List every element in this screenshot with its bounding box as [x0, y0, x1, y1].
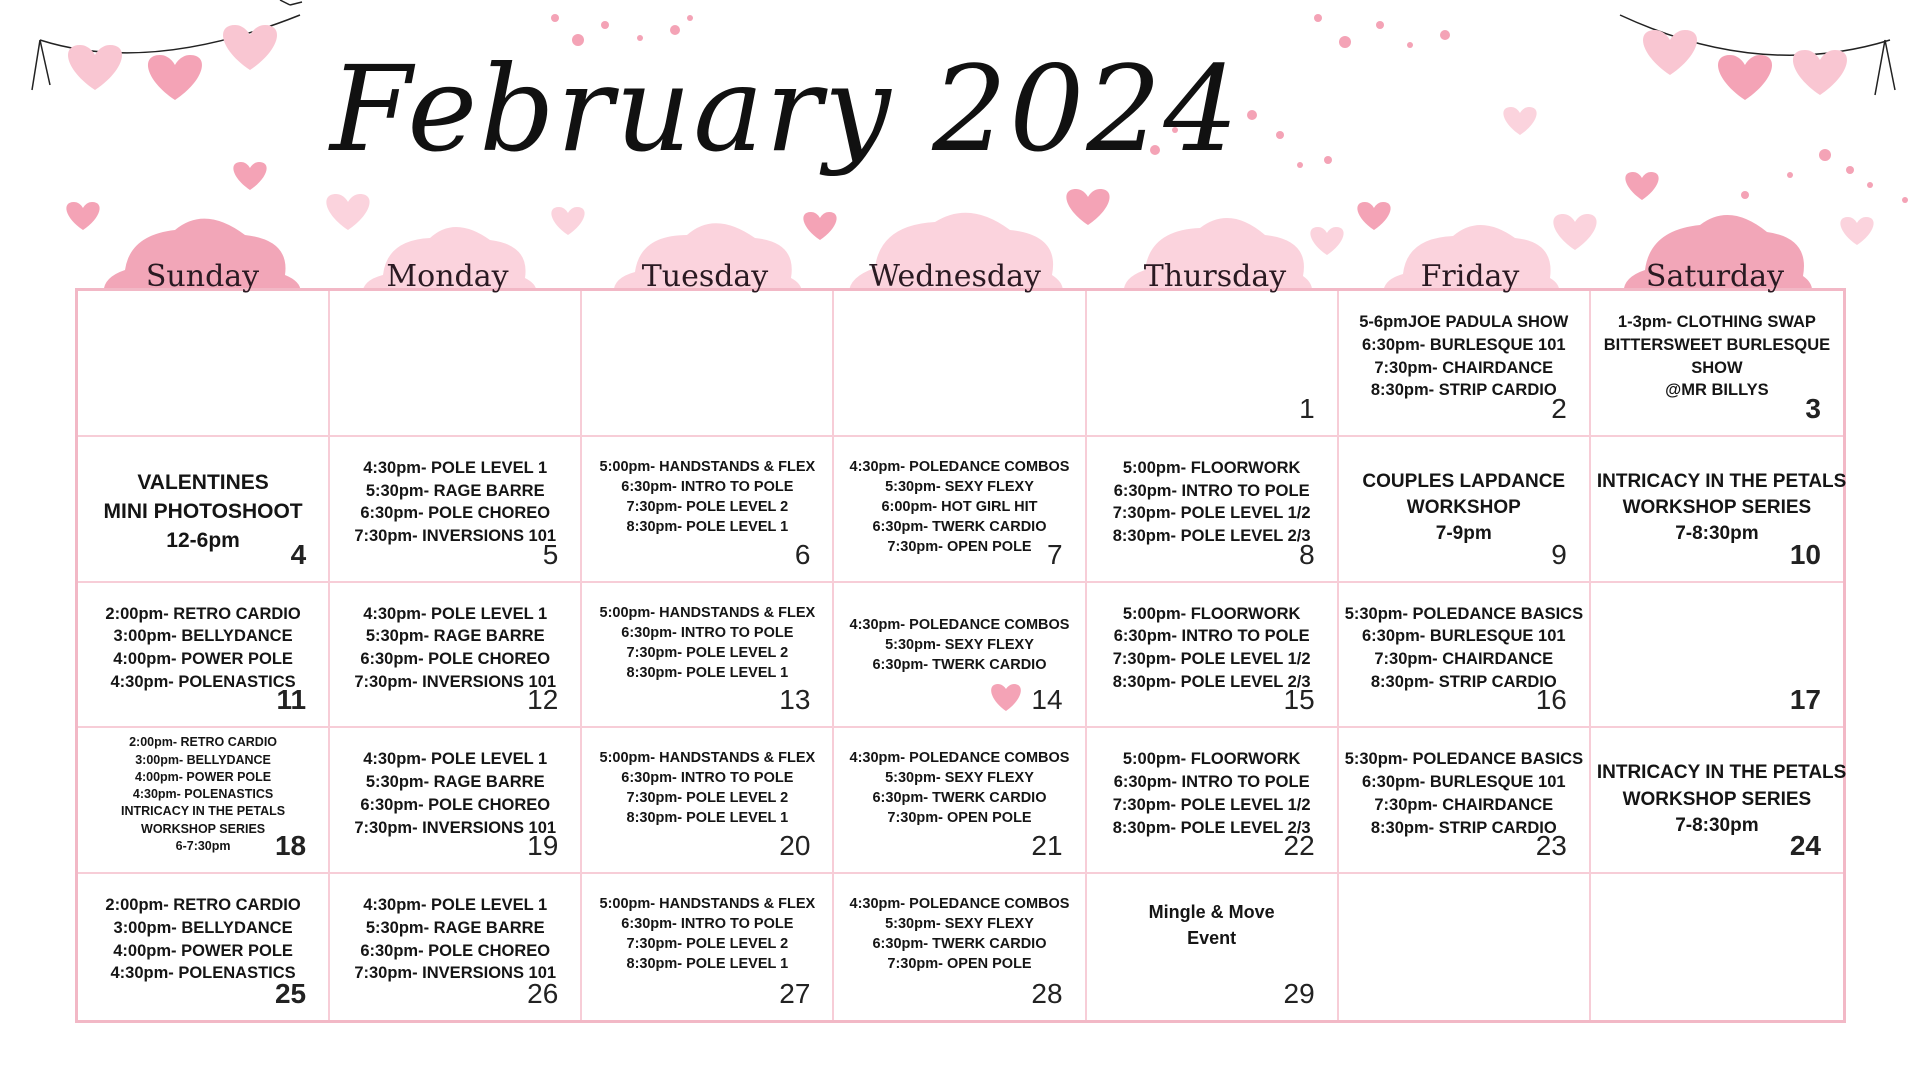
event-line: Mingle & Move [1148, 902, 1275, 923]
event-line: 5:00pm- HANDSTANDS & FLEX [599, 604, 816, 621]
event-list [84, 469, 322, 556]
day-cell [330, 728, 582, 874]
heart-icon [989, 682, 1023, 712]
event-line: 5:00pm- HANDSTANDS & FLEX [599, 750, 816, 767]
event-line: 5:30pm- SEXY FLEXY [885, 770, 1034, 787]
event-line: 8:30pm- POLE LEVEL 1 [626, 956, 789, 973]
day-number: 5 [542, 538, 559, 570]
event-line: 8:30pm- POLE LEVEL 2/3 [1112, 818, 1311, 837]
event-line: @MR BILLYS [1665, 381, 1769, 400]
event-line: 5:00pm- FLOORWORK [1122, 750, 1301, 769]
day-cell [834, 583, 1086, 729]
event-line: 1-3pm- CLOTHING SWAP [1617, 313, 1816, 331]
event-list [588, 457, 826, 537]
event-line: INTRICACY IN THE PETALS [1596, 762, 1847, 784]
day-number: 7 [1046, 538, 1063, 570]
day-number: 9 [1551, 538, 1567, 570]
event-line: 4:00pm- POWER POLE [113, 650, 293, 669]
day-cell [330, 437, 582, 583]
event-list [1093, 899, 1331, 951]
event-line: 8:30pm- STRIP CARDIO [1370, 672, 1557, 691]
event-line: 7:30pm- INVERSIONS 101 [354, 964, 557, 983]
event-line: 4:30pm- POLEDANCE COMBOS [849, 458, 1070, 475]
event-line: 4:30pm- POLE LEVEL 1 [363, 896, 548, 915]
event-line: 8:30pm- POLE LEVEL 2/3 [1112, 672, 1311, 691]
event-list [1093, 457, 1331, 548]
day-number: 14 [1031, 684, 1063, 716]
day-number: 20 [779, 830, 811, 862]
day-name: Saturday [1645, 258, 1785, 294]
event-line: 12-6pm [166, 528, 240, 552]
day-name: Sunday [145, 258, 260, 294]
day-number: 28 [1031, 978, 1063, 1009]
event-line: 5:30pm- RAGE BARRE [365, 481, 545, 500]
day-cell [834, 437, 1086, 583]
event-list [336, 894, 574, 985]
event-list [840, 894, 1078, 974]
event-line: 7-9pm [1435, 523, 1492, 545]
event-line: 5:00pm- HANDSTANDS & FLEX [599, 896, 816, 913]
event-line: 6:30pm- INTRO TO POLE [621, 478, 794, 495]
event-line: 4:30pm- POLENASTICS [132, 787, 274, 802]
day-cell [78, 728, 330, 874]
event-line: 5:30pm- RAGE BARRE [365, 627, 545, 646]
day-cell [330, 583, 582, 729]
event-list [336, 457, 574, 548]
event-list [1596, 760, 1847, 839]
event-line: 7:30pm- POLE LEVEL 1/2 [1112, 504, 1311, 523]
event-list [336, 603, 574, 694]
event-line: 5:00pm- FLOORWORK [1122, 458, 1301, 477]
event-line: SHOW [1691, 358, 1743, 377]
event-line: 7:30pm- INVERSIONS 101 [354, 672, 557, 691]
event-line: 2:00pm- RETRO CARDIO [105, 604, 301, 623]
event-line: 7-8:30pm [1675, 814, 1759, 836]
day-cell [1339, 291, 1591, 437]
event-line: 4:30pm- POLEDANCE COMBOS [849, 750, 1070, 767]
event-line: 6:30pm- INTRO TO POLE [1113, 481, 1310, 500]
day-number: 23 [1535, 830, 1567, 862]
event-list [588, 748, 826, 828]
calendar-grid [75, 288, 1846, 1023]
event-line: 6:30pm- POLE CHOREO [360, 504, 551, 523]
day-cell [1087, 874, 1339, 1020]
day-number: 11 [276, 684, 307, 716]
event-line: 7:30pm- OPEN POLE [887, 810, 1032, 827]
event-list [588, 894, 826, 974]
event-line: BITTERSWEET BURLESQUE [1603, 335, 1831, 354]
event-line: WORKSHOP [1406, 497, 1521, 519]
event-line: 3:00pm- BELLYDANCE [135, 752, 271, 767]
event-line: 2:00pm- RETRO CARDIO [105, 896, 301, 915]
page-title: February 2024 [330, 40, 1241, 178]
day-name: Friday [1420, 258, 1520, 294]
event-line: 4:30pm- POLENASTICS [110, 964, 296, 983]
day-cell [330, 874, 582, 1020]
event-line: 8:30pm- STRIP CARDIO [1370, 818, 1557, 837]
event-line: 5:30pm- SEXY FLEXY [885, 478, 1034, 495]
event-line: 3:00pm- BELLYDANCE [113, 918, 293, 937]
event-line: WORKSHOP SERIES [1622, 497, 1812, 519]
event-list [1345, 311, 1583, 402]
day-cell [78, 583, 330, 729]
day-number: 21 [1031, 830, 1063, 862]
event-line: 6:30pm- TWERK CARDIO [872, 936, 1047, 953]
event-line: 7:30pm- POLE LEVEL 2 [626, 644, 789, 661]
day-number: 8 [1299, 538, 1315, 570]
event-line: 7-8:30pm [1675, 523, 1759, 545]
day-number: 15 [1283, 684, 1315, 716]
day-cell [330, 291, 582, 437]
event-line: Event [1187, 928, 1237, 949]
event-line: 6:30pm- INTRO TO POLE [621, 916, 794, 933]
day-number: 13 [779, 684, 811, 716]
day-cell [834, 728, 1086, 874]
day-number: 19 [527, 830, 559, 862]
event-line: 5:30pm- RAGE BARRE [365, 918, 545, 937]
event-line: 4:30pm- POLE LEVEL 1 [363, 458, 548, 477]
day-number: 6 [794, 538, 811, 570]
event-line: 5:30pm- POLEDANCE BASICS [1344, 604, 1584, 623]
day-number: 17 [1789, 684, 1821, 716]
day-cell [1339, 583, 1591, 729]
event-line: 6:00pm- HOT GIRL HIT [881, 498, 1038, 515]
event-line: 5:00pm- HANDSTANDS & FLEX [599, 458, 816, 475]
event-line: 7:30pm- INVERSIONS 101 [354, 527, 557, 546]
day-number: 22 [1283, 830, 1315, 862]
event-line: 8:30pm- STRIP CARDIO [1370, 381, 1557, 400]
day-cell [1087, 728, 1339, 874]
day-cell [78, 437, 330, 583]
event-list [1596, 469, 1847, 548]
event-line: 7:30pm- POLE LEVEL 2 [626, 936, 789, 953]
day-cell [1591, 583, 1843, 729]
day-number: 10 [1789, 538, 1821, 570]
day-name: Thursday [1143, 258, 1287, 294]
day-name: Tuesday [641, 258, 769, 294]
event-line: 7:30pm- POLE LEVEL 2 [626, 498, 789, 515]
day-number: 16 [1535, 684, 1567, 716]
event-line: COUPLES LAPDANCE [1362, 470, 1566, 492]
event-line: 4:30pm- POLE LEVEL 1 [363, 750, 548, 769]
day-cell [834, 874, 1086, 1020]
event-line: 7:30pm- OPEN POLE [887, 956, 1032, 973]
event-line: 6:30pm- INTRO TO POLE [621, 624, 794, 641]
day-cell [1591, 437, 1847, 583]
event-line: 7:30pm- INVERSIONS 101 [354, 818, 557, 837]
event-line: INTRICACY IN THE PETALS [1596, 470, 1847, 492]
event-line: 5:30pm- SEXY FLEXY [885, 916, 1034, 933]
event-line: 4:30pm- POLEDANCE COMBOS [849, 896, 1070, 913]
event-line: 6:30pm- INTRO TO POLE [621, 770, 794, 787]
event-line: 7:30pm- POLE LEVEL 1/2 [1112, 650, 1311, 669]
day-cell [582, 583, 834, 729]
event-line: VALENTINES [137, 470, 269, 494]
day-cell [1087, 291, 1339, 437]
event-line: WORKSHOP SERIES [1622, 788, 1812, 810]
event-line: 5:30pm- RAGE BARRE [365, 773, 545, 792]
event-list [840, 457, 1078, 557]
day-cell [834, 291, 1086, 437]
event-line: 6:30pm- BURLESQUE 101 [1361, 773, 1566, 792]
event-list [1093, 748, 1331, 839]
event-list [840, 748, 1078, 828]
event-list [1093, 603, 1331, 694]
event-line: 7:30pm- POLE LEVEL 2 [626, 790, 789, 807]
day-number: 12 [527, 684, 559, 716]
event-line: WORKSHOP SERIES [141, 821, 266, 836]
event-line: 6:30pm- BURLESQUE 101 [1361, 335, 1566, 354]
event-line: 7:30pm- CHAIRDANCE [1374, 650, 1554, 669]
event-line: 8:30pm- POLE LEVEL 1 [626, 810, 789, 827]
day-cell [1087, 437, 1339, 583]
event-line: 8:30pm- POLE LEVEL 1 [626, 518, 789, 535]
event-list [1345, 603, 1583, 694]
day-number: 25 [274, 978, 307, 1009]
event-line: 6-7:30pm [175, 838, 231, 853]
day-number: 4 [290, 538, 307, 570]
event-line: 5-6pmJOE PADULA SHOW [1359, 313, 1569, 331]
day-number: 2 [1551, 392, 1567, 424]
day-cell [1591, 291, 1843, 437]
day-cell [1339, 728, 1591, 874]
day-name: Monday [386, 258, 509, 294]
event-line: INTRICACY IN THE PETALS [121, 804, 286, 819]
event-line: 6:30pm- INTRO TO POLE [1113, 773, 1310, 792]
day-number: 27 [779, 978, 811, 1009]
day-number: 24 [1789, 830, 1821, 862]
day-number: 26 [527, 978, 559, 1009]
day-number: 1 [1299, 392, 1315, 424]
day-cell [78, 874, 330, 1020]
day-cell [582, 291, 834, 437]
day-cell [1591, 874, 1843, 1020]
event-line: 2:00pm- RETRO CARDIO [129, 735, 278, 750]
day-name: Wednesday [869, 258, 1041, 294]
event-list [1345, 469, 1583, 548]
event-list [1597, 311, 1837, 402]
day-cell [582, 874, 834, 1020]
day-cell [1339, 874, 1591, 1020]
event-line: 6:30pm- BURLESQUE 101 [1361, 627, 1566, 646]
day-cell [78, 291, 330, 437]
event-line: 4:30pm- POLENASTICS [110, 672, 296, 691]
event-line: 6:30pm- TWERK CARDIO [872, 790, 1047, 807]
event-list [84, 894, 322, 985]
event-line: 6:30pm- POLE CHOREO [360, 941, 551, 960]
event-list [1345, 748, 1583, 839]
event-line: 6:30pm- POLE CHOREO [360, 650, 551, 669]
event-line: 4:00pm- POWER POLE [135, 769, 272, 784]
day-number: 18 [274, 830, 307, 862]
event-line: 5:30pm- POLEDANCE BASICS [1344, 750, 1584, 769]
event-line: MINI PHOTOSHOOT [103, 499, 303, 523]
event-line: 5:00pm- FLOORWORK [1122, 604, 1301, 623]
day-number: 3 [1805, 392, 1821, 424]
event-line: 7:30pm- OPEN POLE [887, 538, 1032, 555]
event-line: 7:30pm- CHAIRDANCE [1374, 358, 1554, 377]
event-line: 4:30pm- POLE LEVEL 1 [363, 604, 548, 623]
event-line: 4:00pm- POWER POLE [113, 941, 293, 960]
event-line: 5:30pm- SEXY FLEXY [885, 636, 1034, 653]
event-line: 8:30pm- POLE LEVEL 2/3 [1112, 527, 1311, 546]
event-list [84, 603, 322, 694]
event-line: 4:30pm- POLEDANCE COMBOS [849, 616, 1070, 633]
event-line: 6:30pm- POLE CHOREO [360, 795, 551, 814]
event-line: 6:30pm- INTRO TO POLE [1113, 627, 1310, 646]
day-number: 29 [1283, 978, 1315, 1009]
event-list [588, 603, 826, 683]
event-line: 6:30pm- TWERK CARDIO [872, 656, 1047, 673]
event-line: 3:00pm- BELLYDANCE [113, 627, 293, 646]
event-line: 8:30pm- POLE LEVEL 1 [626, 664, 789, 681]
event-list [336, 748, 574, 839]
day-cell [582, 437, 834, 583]
event-line: 7:30pm- CHAIRDANCE [1374, 795, 1554, 814]
event-list [840, 615, 1078, 675]
day-cell [1591, 728, 1847, 874]
day-cell [1087, 583, 1339, 729]
day-cell [1339, 437, 1591, 583]
event-line: 6:30pm- TWERK CARDIO [872, 518, 1047, 535]
event-line: 7:30pm- POLE LEVEL 1/2 [1112, 795, 1311, 814]
day-cell [582, 728, 834, 874]
